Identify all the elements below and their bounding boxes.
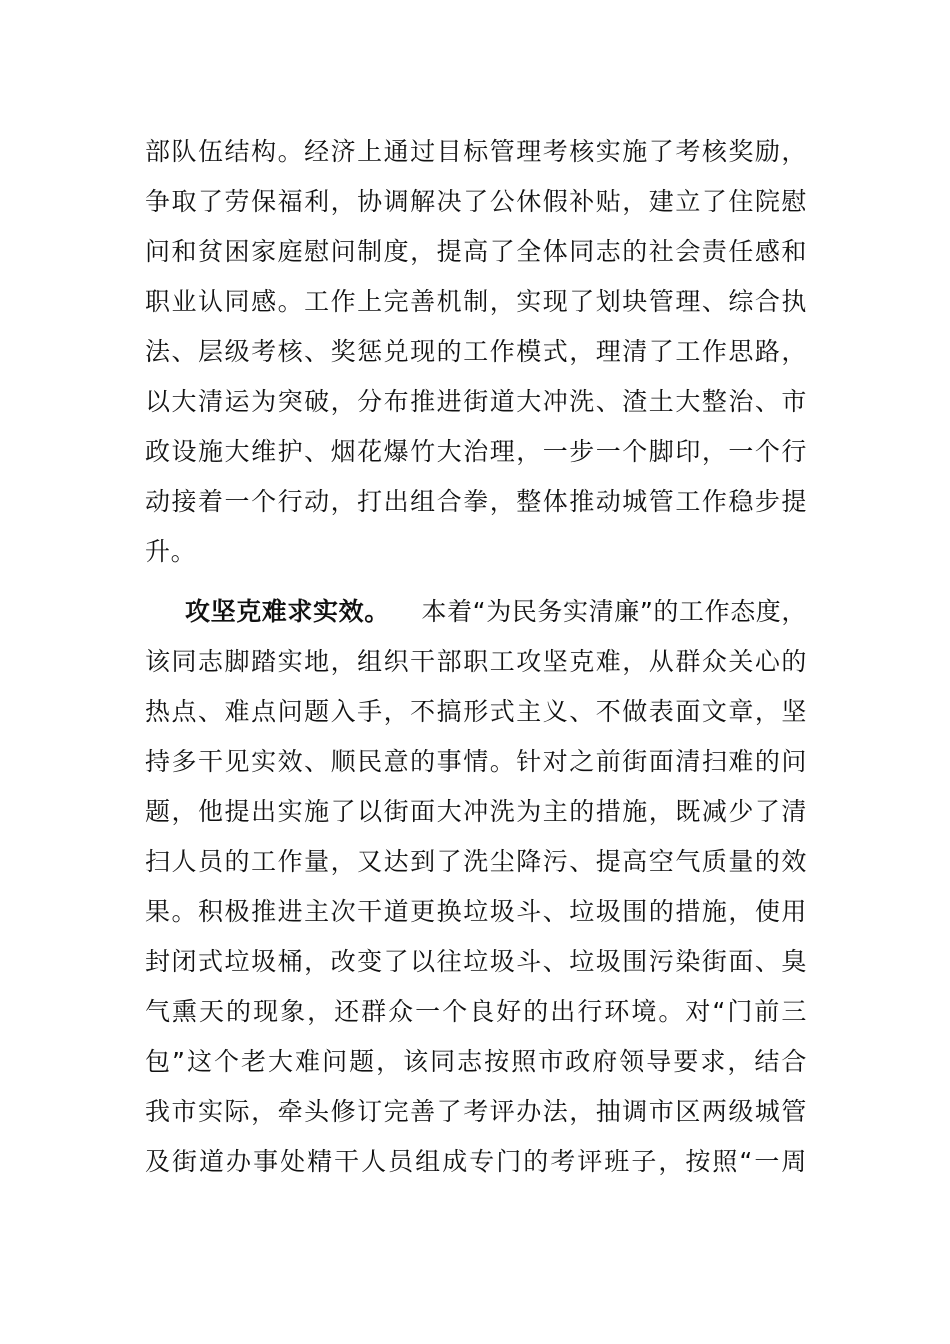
paragraph-2-line: 包”这个老大难问题，该同志按照市政府领导要求，结合 xyxy=(145,1047,807,1076)
paragraph-2-line: 及街道办事处精干人员组成专门的考评班子，按照“一周 xyxy=(145,1147,807,1176)
paragraph-2-line: 封闭式垃圾桶，改变了以往垃圾斗、垃圾围污染街面、臭 xyxy=(145,947,807,976)
paragraph-2-line: 题，他提出实施了以街面大冲洗为主的措施，既减少了清 xyxy=(145,797,807,826)
paragraph-2-heading: 攻坚克难求实效。 xyxy=(185,597,390,626)
paragraph-1-line: 法、层级考核、奖惩兑现的工作模式，理清了工作思路， xyxy=(145,337,807,366)
paragraph-2-line: 该同志脚踏实地，组织干部职工攻坚克难，从群众关心的 xyxy=(145,647,807,676)
paragraph-1-line: 动接着一个行动，打出组合拳，整体推动城管工作稳步提 xyxy=(145,487,807,516)
paragraph-1-last-line: 升。 xyxy=(145,537,197,566)
paragraph-1-line: 职业认同感。工作上完善机制，实现了划块管理、综合执 xyxy=(145,287,807,316)
paragraph-1-line: 政设施大维护、烟花爆竹大治理，一步一个脚印，一个行 xyxy=(145,437,807,466)
paragraph-2-line: 热点、难点问题入手，不搞形式主义、不做表面文章，坚 xyxy=(145,697,807,726)
paragraph-2-line: 气熏天的现象，还群众一个良好的出行环境。对“门前三 xyxy=(145,997,807,1026)
paragraph-2-line: 持多干见实效、顺民意的事情。针对之前街面清扫难的问 xyxy=(145,747,807,776)
paragraph-1-line: 部队伍结构。经济上通过目标管理考核实施了考核奖励， xyxy=(145,137,807,166)
paragraph-2-first-line-text: 本着“为民务实清廉”的工作态度， xyxy=(421,597,807,626)
paragraph-1-line: 问和贫困家庭慰问制度，提高了全体同志的社会责任感和 xyxy=(145,237,807,266)
paragraph-2-line: 扫人员的工作量，又达到了洗尘降污、提高空气质量的效 xyxy=(145,847,807,876)
paragraph-1-line: 以大清运为突破，分布推进街道大冲洗、渣土大整治、市 xyxy=(145,387,807,416)
paragraph-2-line: 果。积极推进主次干道更换垃圾斗、垃圾围的措施，使用 xyxy=(145,897,807,926)
paragraph-2-first-line xyxy=(185,597,807,627)
paragraph-2-line: 我市实际，牵头修订完善了考评办法，抽调市区两级城管 xyxy=(145,1097,807,1126)
paragraph-1-line: 争取了劳保福利，协调解决了公休假补贴，建立了住院慰 xyxy=(145,187,807,216)
